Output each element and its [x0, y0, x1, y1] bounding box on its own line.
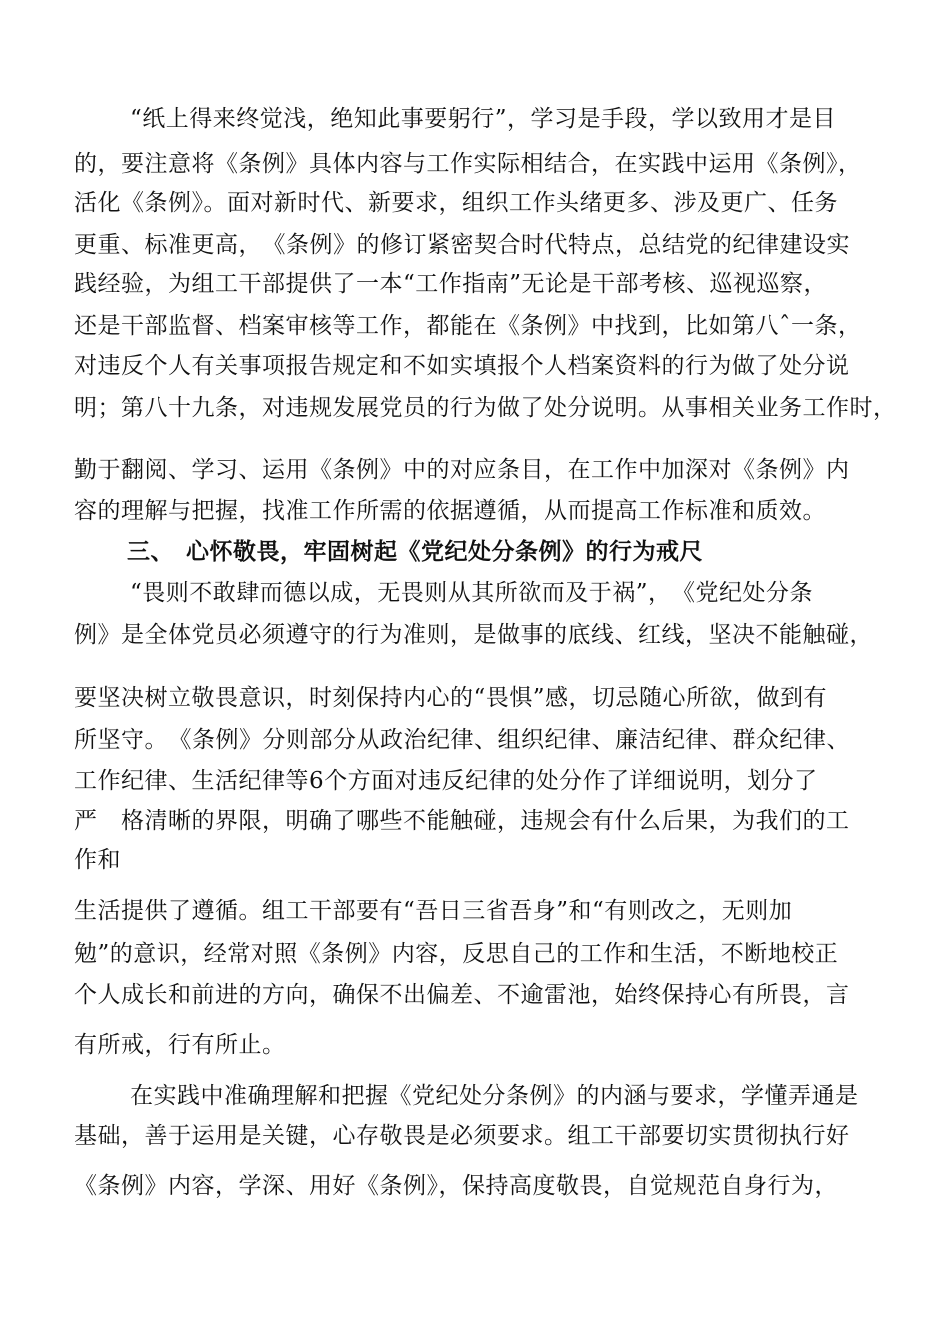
- text-line: 作和: [74, 847, 121, 873]
- text-line: 勉”的意识，经常对照《条例》内容，反思自己的工作和生活，不断地校正: [74, 941, 839, 967]
- text-line: 严 格清晰的界限，明确了哪些不能触碰，违规会有什么后果，为我们的工: [74, 808, 850, 834]
- text-line: “纸上得来终觉浅，绝知此事要躬行”，学习是手段，学以致用才是目: [130, 106, 837, 132]
- text-line: “畏则不敢肆而德以成，无畏则从其所欲而及于祸”， 《党纪处分条: [130, 580, 814, 606]
- text-line: 明；第八十九条，对违规发展党员的行为做了处分说明。从事相关业务工作时，: [74, 395, 897, 421]
- text-line: 工作纪律、生活纪律等6个方面对违反纪律的处分作了详细说明，划分了: [74, 768, 818, 794]
- text-line: 容的理解与把握，找准工作所需的依据遵循，从而提高工作标准和质效。: [74, 498, 826, 524]
- text-line: 勤于翻阅、学习、运用《条例》中的对应条目，在工作中加深对《条例》内: [74, 457, 850, 483]
- text-line: 更重、标准更高， 《条例》的修订紧密契合时代特点，总结党的纪律建设实: [74, 232, 850, 258]
- text-line: 例》是全体党员必须遵守的行为准则，是做事的底线、红线，坚决不能触碰，: [74, 622, 873, 648]
- text-line: 的，要注意将《条例》具体内容与工作实际相结合，在实践中运用《条例》，: [74, 151, 862, 177]
- text-line: 要坚决树立敬畏意识，时刻保持内心的“畏惧”感，切忌随心所欲，做到有: [74, 685, 828, 711]
- text-line: 所坚守。 《条例》分则部分从政治纪律、组织纪律、廉洁纪律、群众纪律、: [74, 727, 850, 753]
- text-line: 还是干部监督、档案审核等工作，都能在《条例》中找到，比如第八ˆ一条，: [74, 313, 862, 339]
- text-line: 生活提供了遵循。组工干部要有“吾日三省吾身”和“有则改之，无则加: [74, 898, 793, 924]
- text-line: 《条例》内容，学深、用好《条例》，保持高度敬畏，自觉规范自身行为，: [74, 1173, 838, 1199]
- text-line: 在实践中准确理解和把握《党纪处分条例》的内涵与要求，学懂弄通是: [130, 1083, 859, 1109]
- text-line: 有所戒，行有所止。: [74, 1032, 286, 1058]
- text-line: 基础，善于运用是关键，心存敬畏是必须要求。组工干部要切实贯彻执行好: [74, 1123, 850, 1149]
- text-line: 对违反个人有关事项报告规定和不如实填报个人档案资料的行为做了处分说: [74, 353, 850, 379]
- text-line: 活化《条例》。面对新时代、新要求，组织工作头绪更多、涉及更广、任务: [74, 190, 838, 216]
- section-heading: 三、 心怀敬畏，牢固树起《党纪处分条例》的行为戒尺: [127, 539, 703, 565]
- text-line: 个人成长和前进的方向，确保不出偏差、不逾雷池，始终保持心有所畏，言: [74, 982, 850, 1008]
- text-line: 践经验，为组工干部提供了一本“工作指南”无论是干部考核、巡视巡察，: [74, 271, 828, 297]
